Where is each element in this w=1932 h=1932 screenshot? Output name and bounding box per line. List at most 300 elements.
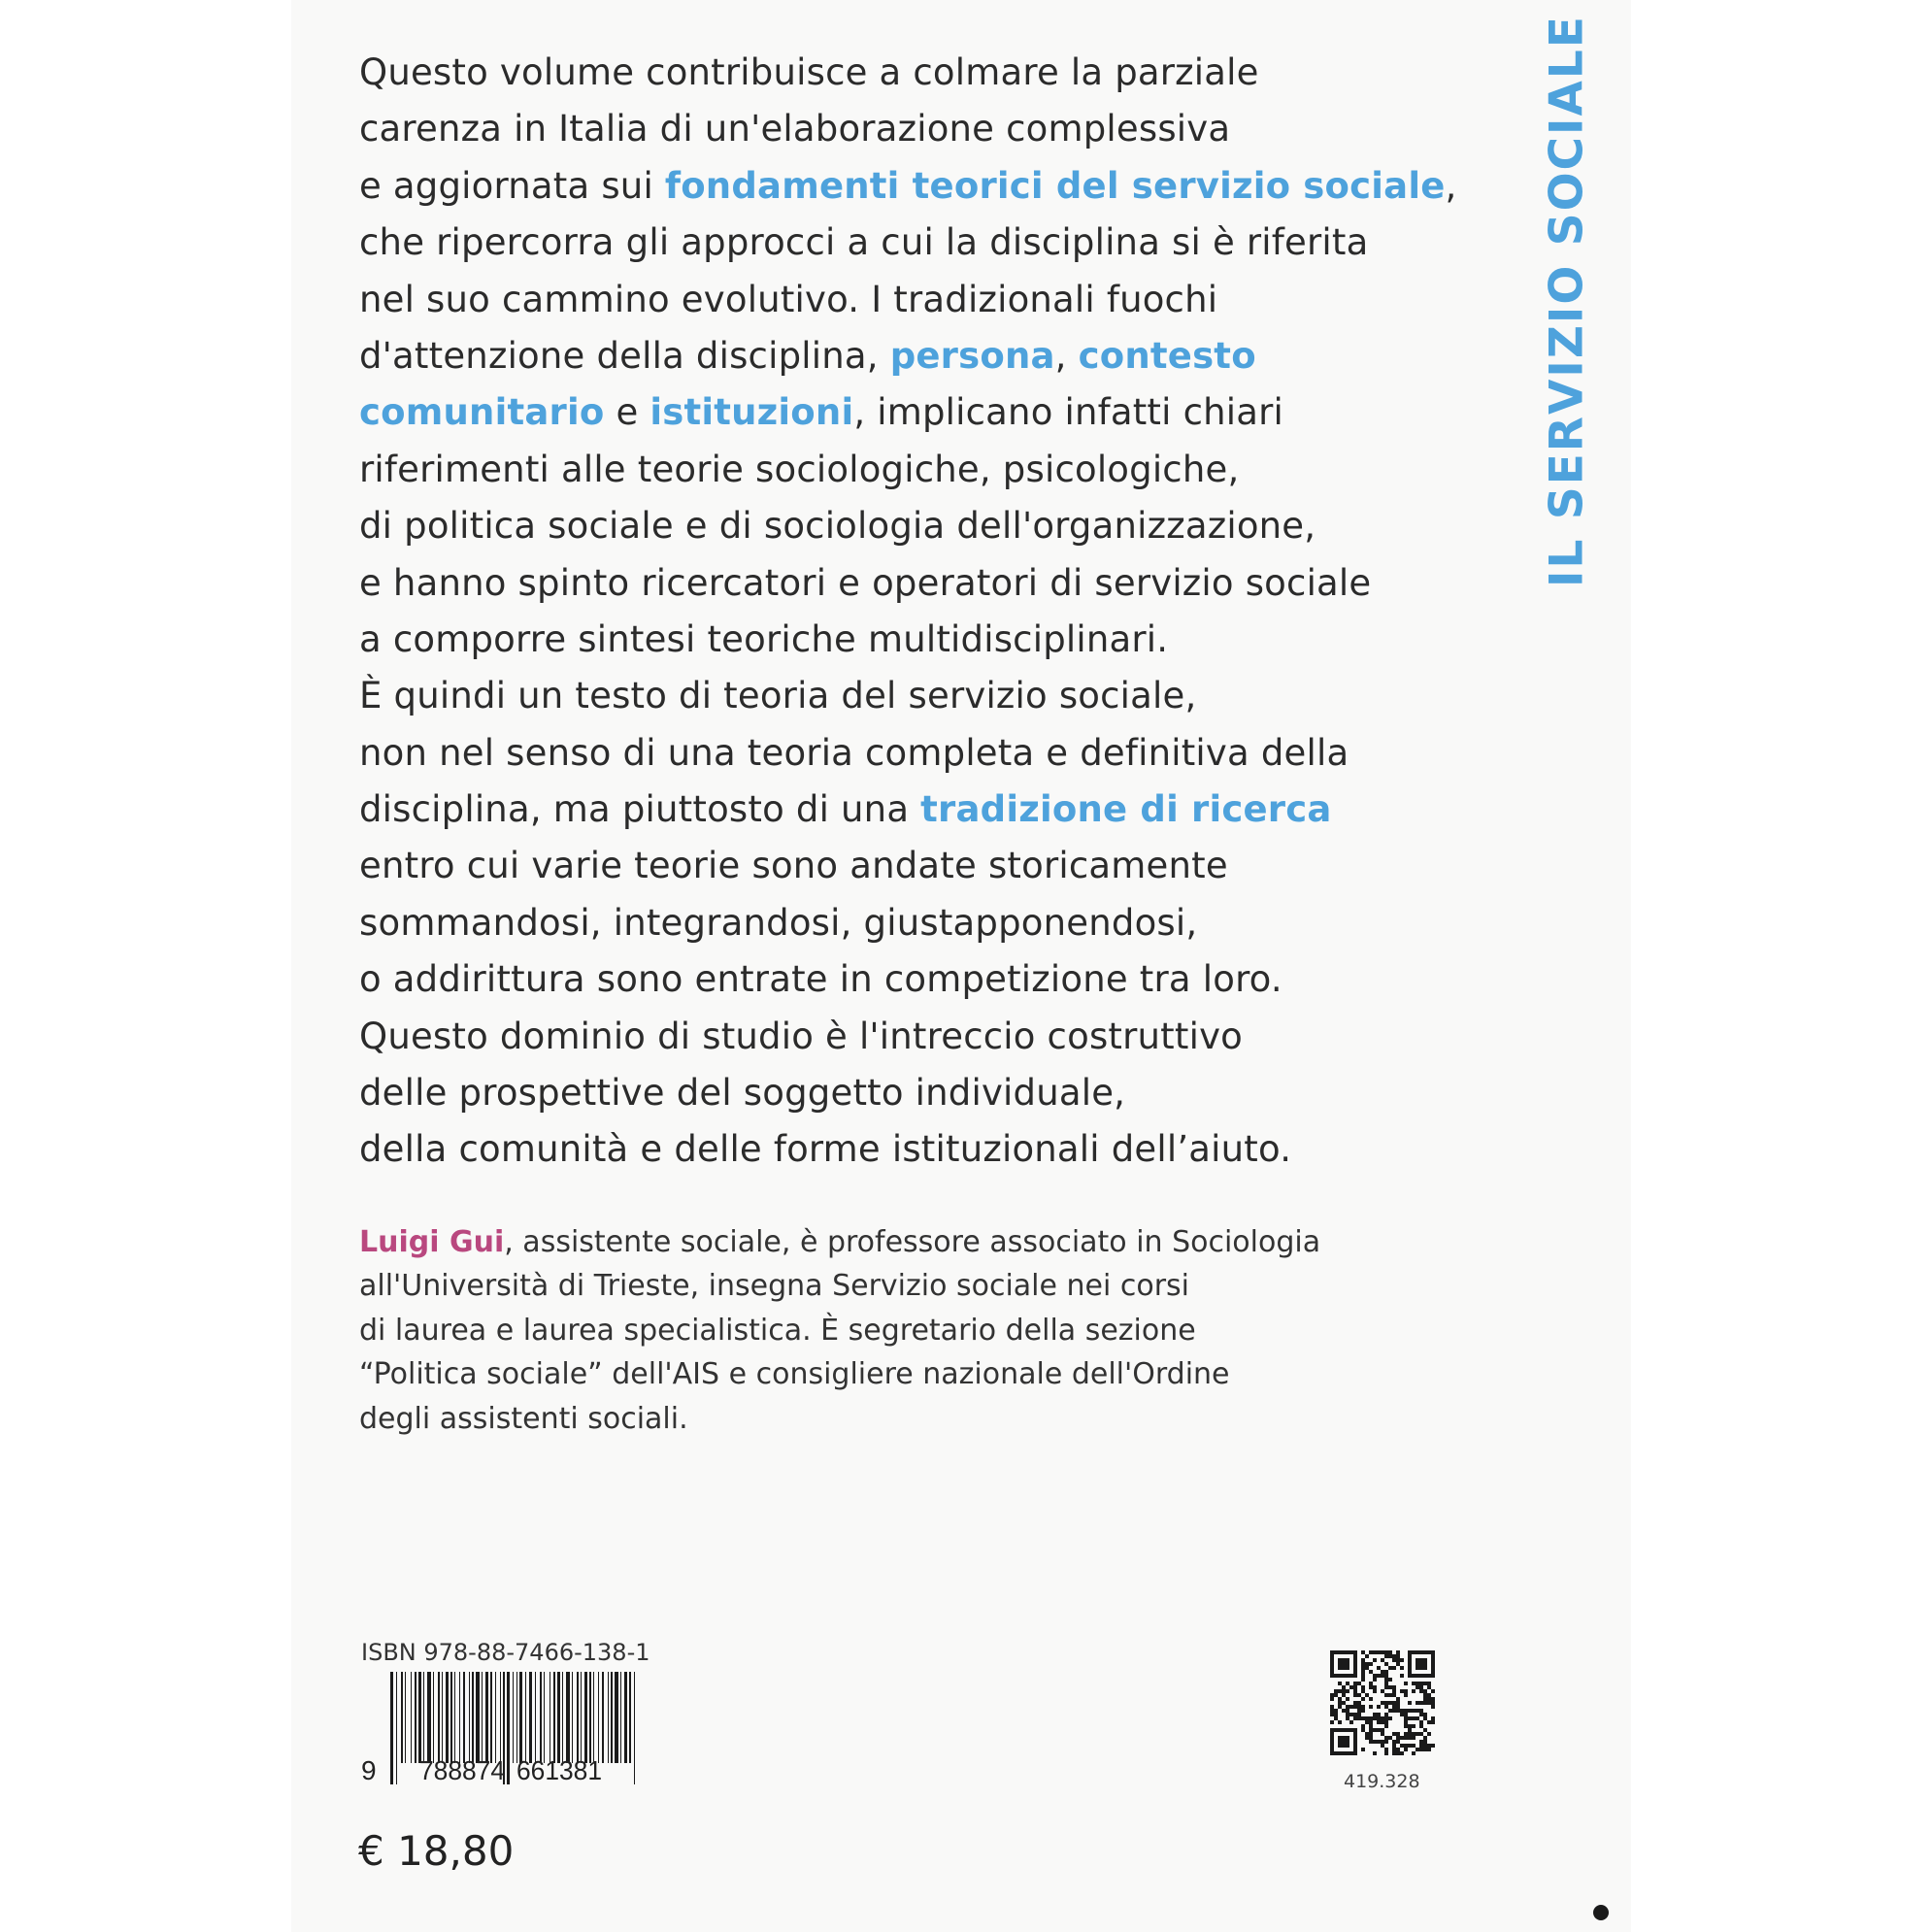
barcode-bar [525,1672,526,1763]
qr-module [1388,1654,1392,1658]
qr-module [1388,1736,1392,1740]
qr-module [1334,1689,1338,1693]
qr-module [1384,1751,1388,1755]
qr-module [1412,1689,1416,1693]
qr-module [1384,1716,1388,1720]
qr-module [1353,1701,1357,1705]
qr-module [1423,1713,1427,1716]
highlight-contesto: contesto [1078,334,1256,377]
qr-module [1346,1697,1349,1701]
qr-module [1423,1693,1427,1697]
qr-module [1377,1720,1381,1724]
qr-module [1392,1654,1396,1658]
barcode-bar [577,1672,579,1763]
qr-module [1349,1705,1353,1709]
qr-module [1384,1693,1388,1697]
qr-module [1373,1713,1377,1716]
qr-module [1334,1693,1338,1697]
barcode-bar [433,1672,434,1763]
qr-module [1419,1685,1423,1689]
qr-module [1346,1682,1349,1685]
blurb-line: che ripercorra gli approcci a cui la disciplina si è riferita [359,221,1369,264]
blurb-line: comunitario e istituzioni, implicano infatti chiari [359,391,1284,434]
qr-module [1361,1674,1365,1678]
qr-module [1330,1713,1334,1716]
qr-module [1396,1658,1400,1662]
barcode-bar [485,1672,488,1763]
qr-module [1412,1716,1416,1720]
barcode-bar [513,1672,514,1763]
qr-module [1423,1701,1427,1705]
barcode-bar [427,1672,431,1763]
qr-module [1365,1693,1369,1697]
qr-module [1377,1650,1381,1654]
barcode-bar [572,1672,573,1763]
qr-module [1365,1654,1369,1658]
qr-module [1400,1709,1404,1713]
qr-module [1338,1682,1342,1685]
qr-module [1381,1732,1384,1736]
blurb-line: e hanno spinto ricercatori e operatori di servizio sociale [359,561,1372,604]
qr-module [1431,1705,1435,1709]
blurb-line: Questo dominio di studio è l'intreccio costruttivo [359,1015,1244,1057]
qr-module [1377,1713,1381,1716]
qr-module [1427,1748,1431,1751]
qr-module [1353,1713,1357,1716]
qr-module [1412,1682,1416,1685]
qr-module [1431,1716,1435,1720]
qr-module [1392,1685,1396,1689]
qr-module [1334,1709,1338,1713]
qr-module [1373,1650,1377,1654]
qr-module [1412,1751,1416,1755]
qr-module [1357,1716,1361,1720]
qr-module [1357,1701,1361,1705]
blurb-line: di politica sociale e di sociologia dell'organizzazione, [359,505,1316,548]
qr-module [1365,1732,1369,1736]
qr-module [1373,1740,1377,1744]
qr-module [1381,1689,1384,1693]
qr-module [1357,1705,1361,1709]
qr-module [1369,1697,1373,1701]
qr-module [1377,1666,1381,1670]
qr-module [1373,1716,1377,1720]
qr-module [1400,1666,1404,1670]
qr-module [1381,1670,1384,1674]
qr-module [1361,1650,1365,1654]
qr-module [1396,1709,1400,1713]
qr-module [1400,1744,1404,1748]
qr-module [1342,1701,1346,1705]
qr-module [1384,1650,1388,1654]
qr-module [1338,1658,1349,1670]
barcode-bar [507,1672,510,1784]
qr-module [1365,1662,1369,1666]
bio-line: di laurea e laurea specialistica. È segretario della sezione [359,1313,1196,1348]
qr-module [1404,1724,1408,1728]
qr-module [1369,1728,1373,1732]
barcode-bar [589,1672,591,1763]
barcode-bar [540,1672,542,1763]
qr-module [1408,1709,1412,1713]
qr-module [1400,1736,1404,1740]
bio-line: all'Università di Trieste, insegna Servizio sociale nei corsi [359,1269,1189,1304]
blurb-line: È quindi un testo di teoria del servizio sociale, [359,675,1197,717]
blurb-line: delle prospettive del soggetto individuale, [359,1072,1126,1115]
spine-title-text: IL SERVIZIO SOCIALE [1540,15,1594,587]
barcode-bar [553,1672,555,1763]
barcode-bar [584,1672,587,1763]
qr-module [1338,1689,1342,1693]
barcode-bar [516,1672,517,1763]
qr-module [1419,1732,1423,1736]
qr-module [1330,1705,1334,1709]
qr-module [1342,1685,1346,1689]
qr-module [1373,1678,1377,1682]
blurb-line: e aggiornata sui fondamenti teorici del servizio sociale, [359,164,1457,207]
qr-module [1388,1685,1392,1689]
bio-line: “Politica sociale” dell'AIS e consigliere nazionale dell'Ordine [359,1357,1230,1392]
qr-module [1373,1674,1377,1678]
qr-module [1408,1724,1412,1728]
qr-module [1388,1666,1392,1670]
qr-module [1427,1720,1431,1724]
qr-module [1396,1697,1400,1701]
qr-module [1408,1716,1412,1720]
barcode-bar [615,1672,618,1763]
barcode-bar [450,1672,452,1763]
qr-module [1388,1678,1392,1682]
qr-module [1404,1689,1408,1693]
qr-module [1396,1751,1400,1755]
qr-module [1369,1705,1373,1709]
qr-module [1365,1666,1369,1670]
qr-module [1369,1732,1373,1736]
qr-module [1361,1662,1365,1666]
qr-module [1384,1685,1388,1689]
barcode-bar [405,1672,406,1763]
barcode-bar [535,1672,536,1763]
qr-module [1384,1674,1388,1678]
author-bio [359,1220,1330,1441]
qr-module [1338,1736,1349,1748]
qr-module [1353,1693,1357,1697]
qr-module [1388,1693,1392,1697]
qr-module [1400,1713,1404,1716]
qr-module [1427,1697,1431,1701]
qr-module [1416,1685,1419,1689]
qr-module [1342,1709,1346,1713]
qr-module [1400,1658,1404,1662]
isbn-label: ISBN 978-88-7466-138-1 [361,1639,650,1666]
qr-module [1384,1701,1388,1705]
qr-module [1396,1701,1400,1705]
blurb-line: della comunità e delle forme istituzionali dell’aiuto. [359,1128,1292,1171]
qr-module [1369,1724,1373,1728]
qr-module [1404,1748,1408,1751]
barcode-bar [482,1672,483,1763]
qr-module [1353,1682,1357,1685]
qr-module [1353,1685,1357,1689]
qr-module [1384,1713,1388,1716]
qr-module [1431,1697,1435,1701]
qr-module [1384,1720,1388,1724]
qr-module [1353,1705,1357,1709]
corner-dot [1593,1905,1609,1920]
barcode-digit-first: 9 [361,1755,377,1784]
qr-module [1416,1701,1419,1705]
barcode-bar [495,1672,496,1763]
qr-module [1423,1689,1427,1693]
barcode-bar [629,1672,631,1763]
qr-module [1404,1682,1408,1685]
barcode-bar [446,1672,449,1763]
qr-module [1392,1732,1396,1736]
qr-module [1381,1650,1384,1654]
qr-module [1338,1697,1342,1701]
barcode-bar [544,1672,545,1763]
spine-title [1540,15,1594,587]
barcode-bar [557,1672,560,1763]
qr-module [1357,1682,1361,1685]
qr-module [1384,1736,1388,1740]
barcode-bar [438,1672,440,1763]
qr-module [1423,1728,1427,1732]
qr-module [1381,1716,1384,1720]
blurb-line: riferimenti alle teorie sociologiche, psicologiche, [359,448,1240,490]
author-name: Luigi Gui [359,1225,505,1259]
qr-module [1353,1716,1357,1720]
qr-module [1361,1685,1365,1689]
qr-module [1373,1751,1377,1755]
qr-module [1416,1748,1419,1751]
qr-module [1361,1689,1365,1693]
qr-module [1427,1685,1431,1689]
qr-module [1334,1713,1338,1716]
qr-module [1396,1740,1400,1744]
qr-module [1338,1701,1342,1705]
qr-module [1369,1682,1373,1685]
qr-module [1412,1724,1416,1728]
qr-module [1338,1720,1342,1724]
barcode-bar [411,1672,412,1763]
barcode-bar [472,1672,474,1763]
qr-module [1388,1709,1392,1713]
qr-module [1365,1720,1369,1724]
qr-module [1381,1701,1384,1705]
qr-module [1396,1650,1400,1654]
qr-module [1423,1682,1427,1685]
qr-module [1423,1716,1427,1720]
barcode-bar [624,1672,627,1763]
qr-module [1392,1751,1396,1755]
qr-module [1419,1689,1423,1693]
qr-module [1353,1689,1357,1693]
qr-module [1404,1720,1408,1724]
qr-module [1330,1720,1334,1724]
barcode-digits-right: 661381 [516,1755,602,1784]
qr-module [1396,1662,1400,1666]
barcode-bar [418,1672,421,1763]
qr-module [1396,1705,1400,1709]
qr-module [1404,1713,1408,1716]
qr-module [1412,1709,1416,1713]
qr-module [1400,1674,1404,1678]
qr-module [1416,1658,1427,1670]
barcode-bar [454,1672,455,1763]
qr-module [1431,1720,1435,1724]
qr-module [1330,1709,1334,1713]
bio-line: Luigi Gui, assistente sociale, è professore associato in Sociologia [359,1225,1321,1259]
qr-module [1404,1744,1408,1748]
qr-module [1423,1697,1427,1701]
qr-module [1338,1705,1342,1709]
qr-module [1365,1716,1369,1720]
qr-module [1396,1732,1400,1736]
highlight-fondamenti: fondamenti teorici del servizio sociale [664,164,1446,207]
qr-module [1392,1693,1396,1697]
barcode-bar [442,1672,443,1763]
barcode-bar [500,1672,501,1763]
barcode-digits-left: 788874 [419,1755,505,1784]
qr-module [1384,1705,1388,1709]
barcode-bar [602,1672,604,1763]
highlight-istituzioni: istituzioni [650,391,854,434]
qr-module [1408,1732,1412,1736]
qr-module [1377,1716,1381,1720]
qr-module [1349,1713,1353,1716]
barcode-bar [611,1672,613,1763]
qr-module [1346,1716,1349,1720]
qr-module [1346,1709,1349,1713]
qr-module [1392,1744,1396,1748]
blurb-line: a comporre sintesi teoriche multidisciplinari. [359,617,1169,660]
qr-module [1373,1728,1377,1732]
qr-module [1408,1736,1412,1740]
qr-module [1427,1693,1431,1697]
qr-module [1361,1670,1365,1674]
qr-module [1408,1701,1412,1705]
qr-module [1381,1728,1384,1732]
qr-module [1369,1736,1373,1740]
qr-module [1392,1666,1396,1670]
qr-module [1384,1654,1388,1658]
qr-module [1377,1705,1381,1709]
qr-module [1400,1689,1404,1693]
qr-module [1373,1685,1377,1689]
qr-code-number: 419.328 [1344,1771,1420,1792]
qr-module [1427,1732,1431,1736]
qr-module [1384,1662,1388,1666]
qr-module [1346,1713,1349,1716]
qr-module [1349,1720,1353,1724]
qr-module [1361,1724,1365,1728]
qr-module [1365,1736,1369,1740]
qr-module [1408,1728,1412,1732]
qr-module [1404,1736,1408,1740]
barcode-bar [401,1672,403,1763]
blurb-line: Questo volume contribuisce a colmare la parziale [359,51,1259,93]
qr-module [1361,1748,1365,1751]
qr-module [1361,1697,1365,1701]
qr-module [1361,1728,1365,1732]
barcode-bar [459,1672,460,1763]
qr-module [1388,1716,1392,1720]
qr-module [1384,1678,1388,1682]
qr-module [1419,1740,1423,1744]
qr-module [1346,1705,1349,1709]
qr-module [1419,1748,1423,1751]
blurb-line: carenza in Italia di un'elaborazione complessiva [359,108,1231,150]
qr-module [1334,1716,1338,1720]
qr-module [1357,1713,1361,1716]
barcode-bar [423,1672,424,1763]
qr-module [1419,1701,1423,1705]
qr-module [1419,1682,1423,1685]
qr-module [1349,1685,1353,1689]
qr-module [1431,1701,1435,1705]
qr-module [1330,1693,1334,1697]
qr-module [1388,1701,1392,1705]
qr-module [1388,1650,1392,1654]
qr-module [1408,1744,1412,1748]
qr-module [1416,1732,1419,1736]
qr-module [1392,1709,1396,1713]
qr-module [1342,1693,1346,1697]
qr-module [1384,1740,1388,1744]
qr-module [1416,1682,1419,1685]
blurb-line: o addirittura sono entrate in competizione tra loro. [359,958,1282,1001]
qr-module [1404,1709,1408,1713]
barcode-bar [390,1672,393,1784]
qr-module [1357,1693,1361,1697]
qr-module [1377,1740,1381,1744]
qr-module [1416,1709,1419,1713]
qr-module [1377,1674,1381,1678]
bio-line: degli assistenti sociali. [359,1401,688,1436]
qr-module [1361,1666,1365,1670]
qr-module [1361,1709,1365,1713]
barcode-bar [469,1672,470,1763]
barcode-bar [598,1672,599,1763]
qr-module [1381,1740,1384,1744]
qr-module [1369,1650,1373,1654]
barcode-bar [620,1672,621,1763]
highlight-persona: persona [889,334,1055,377]
barcode-bar [566,1672,570,1763]
qr-module [1369,1662,1373,1666]
qr-module [1416,1716,1419,1720]
qr-module [1431,1689,1435,1693]
barcode-bar [529,1672,532,1763]
barcode-bar [490,1672,492,1763]
qr-module [1357,1709,1361,1713]
price: € 18,80 [358,1827,515,1875]
barcode-bar [519,1672,522,1763]
qr-module [1381,1720,1384,1724]
qr-module [1369,1670,1373,1674]
barcode-bar [581,1672,582,1763]
qr-module [1330,1697,1334,1701]
qr-module [1419,1713,1423,1716]
qr-module [1404,1732,1408,1736]
qr-module [1361,1658,1365,1662]
qr-module [1392,1689,1396,1693]
qr-module [1412,1736,1416,1740]
highlight-tradizione: tradizione di ricerca [920,788,1332,831]
qr-module [1423,1736,1427,1740]
qr-module [1412,1744,1416,1748]
